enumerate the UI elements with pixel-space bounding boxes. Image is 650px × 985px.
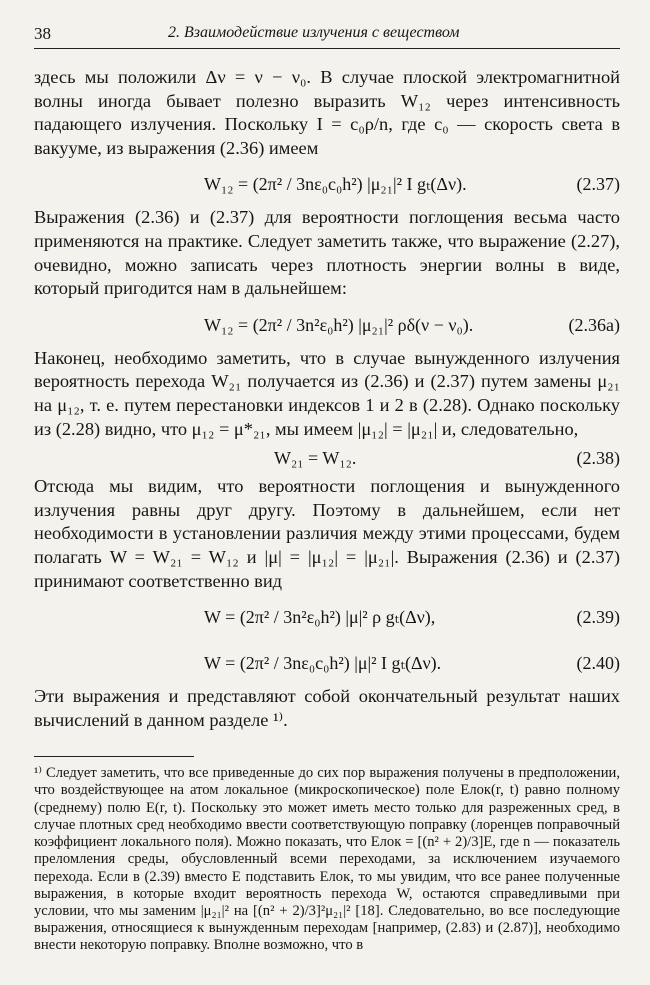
equation-formula: W₁₂ = (2π² / 3n²ε₀h²) |μ₂₁|² ρδ(ν − ν₀). xyxy=(204,314,474,335)
equation-2-36a xyxy=(34,301,620,347)
paragraph-1: здесь мы положили Δν = ν − ν₀. В случае плоской электромагнитной волны иногда бывает полезно выразить W₁₂ через интенсивность падающего излучения. Поскольку I = c₀ρ/n, где c₀ — скорость света в вакууме, из выражения (2.36) имеем xyxy=(34,67,620,158)
equation-number: (2.39) xyxy=(576,607,620,628)
equation-formula: W = (2π² / 3n²ε₀h²) |μ|² ρ gₜ(Δν), xyxy=(204,607,436,628)
equation-number: (2.38) xyxy=(576,448,620,469)
equation-formula: W₁₂ = (2π² / 3nε₀c₀h²) |μ₂₁|² I gₜ(Δν). xyxy=(204,174,467,195)
paragraph-5: Эти выражения и представляют собой окончательный результат наших вычислений в данном разделе ¹⁾. xyxy=(34,686,620,730)
equation-2-40 xyxy=(34,639,620,685)
paragraph-3: Наконец, необходимо заметить, что в случае вынужденного излучения вероятность перехода W₂₁ получается из (2.36) и (2.37) путем замены μ₂₁ на μ₁₂, т. е. путем перестановки индексов 1 и 2 в (2.28). Однако поскольку из (2.28) видно, что μ₁₂ = μ*₂₁, мы имеем |μ₁₂| = |μ₂₁| и, следовательно, xyxy=(34,347,620,439)
running-header xyxy=(34,22,620,49)
equation-number: (2.40) xyxy=(576,653,620,674)
equation-formula: W = (2π² / 3nε₀c₀h²) |μ|² I gₜ(Δν). xyxy=(204,653,442,674)
footnote-divider xyxy=(34,756,194,757)
equation-2-37 xyxy=(34,160,620,206)
equation-2-39 xyxy=(34,593,620,639)
paragraph-2: Выражения (2.36) и (2.37) для вероятности поглощения весьма часто применяются на практике. Следует заметить также, что выражение (2.27), очевидно, можно записать через плотность энергии волны в виде, который пригодится нам в дальнейшем: xyxy=(34,207,620,299)
footnote: ¹⁾ Следует заметить, что все приведенные до сих пор выражения получены в предположении, что воздействующее на атом локальное (микроскопическое) поле Eлок(r, t) равно полному (среднему) полю E(r, t). Поскольку это может иметь место только для разреженных сред, в случае плотных сред необходимо ввести соответствующую поправку (лоренцев поправочный коэффициент локального поля). Можно показать, что Eлок = [(n² + 2)/3]E, где n — показатель преломления среды, обусловленный всеми переходами, за исключением изучаемого перехода. Если в (2.39) вместо E подставить Eлок, то мы увидим, что все ранее полученные выражения, в которые входит вероятность перехода W, остаются справедливыми при условии, что мы заменим |μ₂₁|² на [(n² + 2)/3]²μ₂₁|² [18]. Следовательно, во все последующие выражения, относящиеся к вынужденным переходам [например, (2.83) и (2.87)], необходимо внести некоторую поправку. Вполне возможно, что в xyxy=(34,765,620,954)
equation-2-38 xyxy=(34,441,620,475)
running-title: 2. Взаимодействие излучения с веществом xyxy=(168,24,460,41)
page-body xyxy=(34,66,620,955)
paragraph-4: Отсюда мы видим, что вероятности поглощения и вынужденного излучения равны друг другу. Поэтому в дальнейшем, если нет необходимости в установлении различия между этими процессами, будем полагать W = W₂₁ = W₁₂ и |μ| = |μ₁₂| = |μ₂₁|. Выражения (2.36) и (2.37) принимают соответственно вид xyxy=(34,476,620,591)
equation-formula: W₂₁ = W₁₂. xyxy=(274,448,357,469)
equation-number: (2.36а) xyxy=(568,314,620,335)
page-number: 38 xyxy=(34,24,51,43)
equation-number: (2.37) xyxy=(576,174,620,195)
